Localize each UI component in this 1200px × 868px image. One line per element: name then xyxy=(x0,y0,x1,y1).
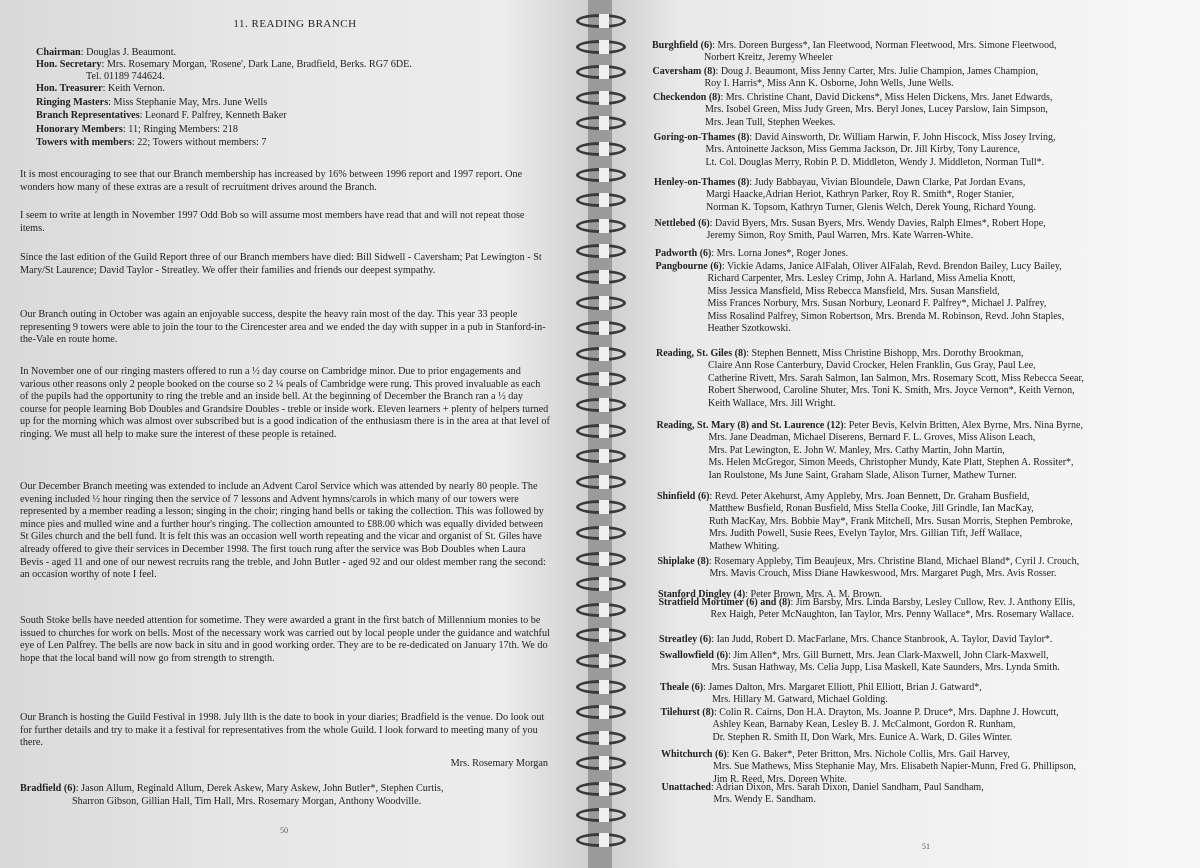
tower-name: Padworth (6) xyxy=(655,248,712,259)
binding-ring xyxy=(576,168,626,182)
officer-line xyxy=(36,83,165,95)
officer-value: : 22; Towers without members: 7 xyxy=(131,137,267,148)
tower-members-cont: Lt. Col. Douglas Merry, Robin P. D. Middleton, Wendy J. Middleton, Norman Tull*. xyxy=(705,156,1045,168)
tower-members: : Doug J. Beaumont, Miss Jenny Carter, Mrs. Julie Champion, James Champion, xyxy=(715,66,1039,77)
tower-name: Bradfield (6) xyxy=(20,783,76,794)
tower-entry xyxy=(653,66,1173,91)
binding-ring xyxy=(576,808,626,822)
tower-members-cont: Roy I. Harris*, Miss Ann K. Osborne, John Wells, June Wells. xyxy=(704,78,954,90)
tower-members: : Vickie Adams, Janice AlFalah, Oliver AlFalah, Revd. Brendon Bailey, Lucy Bailey, xyxy=(721,261,1062,272)
tower-entry xyxy=(660,682,1180,707)
officer-line xyxy=(36,47,176,59)
binding-ring xyxy=(576,603,626,617)
tower-entry xyxy=(656,348,1176,410)
tower-name: Goring-on-Thames (8) xyxy=(653,132,750,143)
tower-members: : Peter Bevis, Kelvin Britten, Alex Byrne, Mrs. Nina Byrne, xyxy=(843,420,1083,431)
binding-ring xyxy=(576,296,626,310)
tower-name: Reading, St. Mary (8) and St. Laurence (12) xyxy=(656,420,844,431)
tower-members-cont: Catherine Rivett, Mrs. Sarah Salmon, Ian Salmon, Mrs. Rosemary Scott, Miss Rebecca Seear, xyxy=(708,372,1084,384)
report-paragraph: Our December Branch meeting was extended to include an Advent Carol Service which was attended by nearly 80 people. The evening included ½ hour ringing then the service of 7 lessons and Advent hymns/carols in which many of our towers were represented by a member reading a lesson; singing in the choir; ringing hand bells or taking the collection. This was followed by mince pies and mulled wine and a further hour's ringing. The collection amounted to £88.00 which was equally divided between St Giles church and the bell fund. It is felt this was an occasion well worth repeating and the vicar and organist of St. Giles have already offered to give their services in December 1998. The first touch rung after the service was Bob Doubles when Laura Bevis - aged 11 and one of our newest recruits rang the treble, and John Butler - aged 92 and our oldest member rang the second: an occasion worthy of note I feel. xyxy=(20,481,546,581)
tower-members-cont: Dr. Stephen R. Smith II, Don Wark, Mrs. Eunice A. Wark, D. Giles Winter. xyxy=(712,731,1013,743)
signature: Mrs. Rosemary Morgan xyxy=(450,758,548,769)
tower-members-cont: Ruth MacKay, Mrs. Bobbie May*, Frank Mitchell, Mrs. Susan Morris, Stephen Pembroke, xyxy=(709,515,1073,527)
tower-members-cont: Mrs. Jean Tull, Stephen Weekes. xyxy=(705,116,836,128)
tower-entry xyxy=(654,177,1174,214)
report-paragraph: I seem to write at length in November 1997 Odd Bob so will assume most members have read that and will not repeat those items. xyxy=(20,210,525,234)
officer-value: : Keith Vernon. xyxy=(102,83,165,94)
tower-members-cont: Matthew Busfield, Ronan Busfield, Miss Stella Cooke, Jill Grindle, Ian MacKay, xyxy=(709,503,1034,515)
tower-members-cont: Mrs. Isobel Green, Miss Judy Green, Mrs. Beryl Jones, Lucey Parslow, Iain Simpson, xyxy=(705,104,1048,116)
officer-line xyxy=(86,71,165,83)
tower-members-cont: Heather Szotkowski. xyxy=(707,323,791,335)
tower-members-cont: Robert Sherwood, Caroline Shuter, Mrs. Toni K. Smith, Mrs. Joyce Vernon*, Keith Vernon, xyxy=(708,385,1075,397)
officer-label: Branch Representatives xyxy=(36,110,140,121)
tower-name: Unattached xyxy=(661,782,711,793)
tower-entry xyxy=(658,556,1178,581)
binding-ring xyxy=(576,731,626,745)
binding-ring xyxy=(576,219,626,233)
report-paragraph: Since the last edition of the Guild Report three of our Branch members have died: Bill Sidwell - Caversham; Pat Lewington - St Mary/St Laurence; David Taylor - Streatley. We offer their families and friends our deepest sympathy. xyxy=(20,252,542,276)
tower-entry xyxy=(659,597,1179,622)
tower-name: Theale (6) xyxy=(660,682,704,693)
report-paragraph: In November one of our ringing masters offered to run a ½ day course on Cambridge minor. Due to prior engagements and various other reasons only 2 people booked on the course so 2 ¼ peals of Cambridge were rung. This proved invaluable as each of the pupils had the opportunity to ring the treble and an inside bell. At the beginning of December the Branch ran a ½ day course for people learning Bob Doubles and Grandsire Doubles - treble or inside work. Eleven learners + plenty of helpers turned up for the morning which was almost over subscribed but is a good indication of the enthusiasm there is in the area at that level of ringing. We must all help to make sure the interest of these people is retained. xyxy=(20,366,550,440)
officer-value: : Douglas J. Beaumont. xyxy=(80,47,177,58)
tower-entry xyxy=(657,491,1177,553)
tower-members-cont: Mrs. Hillary M. Gatward, Michael Golding. xyxy=(712,694,888,706)
binding-ring xyxy=(576,654,626,668)
tower-name: Caversham (8) xyxy=(652,66,716,77)
tower-members: : David Byers, Mrs. Susan Byers, Mrs. Wendy Davies, Ralph Elmes*, Robert Hope, xyxy=(709,218,1046,229)
binding-ring xyxy=(576,552,626,566)
tower-entry xyxy=(661,749,1181,786)
page-number-right: 51 xyxy=(922,842,930,851)
report-paragraph: It is most encouraging to see that our Branch membership has increased by 16% between 1996 report and 1997 report. One wonders how many of these extras are a result of recruitment drives around the Branch. xyxy=(20,169,523,193)
tower-entry-bradfield xyxy=(20,783,550,808)
tower-name: Streatley (6) xyxy=(659,634,712,645)
tower-name: Shiplake (8) xyxy=(657,556,709,567)
tower-members-cont: Ian Roulstone, Ms June Saint, Graham Slade, Alison Turner, Mathew Turner. xyxy=(708,469,1017,481)
tower-name: Whitchurch (6) xyxy=(661,749,727,760)
tower-entry xyxy=(657,420,1177,482)
tower-name: Reading, St. Giles (8) xyxy=(656,348,747,359)
tower-entry xyxy=(659,634,1179,646)
binding-ring xyxy=(576,91,626,105)
tower-members-cont: Sharron Gibson, Gillian Hall, Tim Hall, Mrs. Rosemary Morgan, Anthony Woodville. xyxy=(72,795,422,807)
tower-members: : David Ainsworth, Dr. William Harwin, F. John Hiscock, Miss Josey Irving, xyxy=(749,132,1056,143)
tower-entry xyxy=(661,707,1181,744)
tower-members-cont: Mrs. Mavis Crouch, Miss Diane Hawkeswood, Mrs. Margaret Pugh, Mrs. Avis Rosser. xyxy=(709,568,1057,580)
tower-members-cont: Mrs. Pat Lewington, E. John W. Manley, Mrs. Cathy Martin, John Martin, xyxy=(708,444,1005,456)
tower-members: : Stephen Bennett, Miss Christine Bishopp, Mrs. Dorothy Brookman, xyxy=(746,348,1024,359)
tower-entry xyxy=(654,132,1174,169)
officer-label: Hon. Treasurer xyxy=(36,83,103,94)
tower-members-cont: Richard Carpenter, Mrs. Lesley Crimp, John A. Harland, Miss Amelia Knott, xyxy=(707,273,1016,285)
officer-label: Chairman xyxy=(36,47,81,58)
tower-members: : Ken G. Baker*, Peter Britton, Mrs. Nichole Collis, Mrs. Gail Harvey, xyxy=(726,749,1010,760)
tower-members-cont: Mrs. Antoinette Jackson, Miss Gemma Jackson, Dr. Jill Kirby, Tony Laurence, xyxy=(705,144,1021,156)
officer-label: Towers with members xyxy=(36,137,132,148)
officer-line xyxy=(36,97,267,109)
binding-ring xyxy=(576,398,626,412)
tower-members-cont: Miss Rosalind Palfrey, Simon Robertson, Mrs. Brenda M. Robinson, Revd. John Staples, xyxy=(707,310,1065,322)
tower-members: : Mrs. Lorna Jones*, Roger Jones. xyxy=(711,248,849,259)
officer-line xyxy=(36,124,238,136)
binding-ring xyxy=(576,475,626,489)
tower-entry xyxy=(655,218,1175,243)
officer-label: Honorary Members xyxy=(36,124,123,135)
report-paragraph: Our Branch outing in October was again an enjoyable success, despite the heavy rain most of the day. This year 33 people representing 9 towers were able to join the tour to the Cirencester area and we ended the day with supper in a pub in Stanford-in-the-Vale en route home. xyxy=(20,309,546,346)
tower-members-cont: Jeremy Simon, Roy Smith, Paul Warren, Mrs. Kate Warren-White. xyxy=(706,230,974,242)
tower-members: : Adrian Dixon, Mrs. Sarah Dixon, Daniel Sandham, Paul Sandham, xyxy=(710,782,984,793)
tower-name: Swallowfield (6) xyxy=(659,650,729,661)
tower-name: Shinfield (6) xyxy=(657,491,710,502)
tower-members: : Rosemary Appleby, Tim Beaujeux, Mrs. Christine Bland, Michael Bland*, Cyril J. Crouch, xyxy=(708,556,1080,567)
binding-ring xyxy=(576,347,626,361)
binding-ring xyxy=(576,526,626,540)
tower-members-cont: Jim R. Reed, Mrs. Doreen White. xyxy=(713,773,847,785)
tower-entry xyxy=(653,92,1173,129)
tower-entry xyxy=(652,40,1172,65)
tower-members: : Jim Allen*, Mrs. Gill Burnett, Mrs. Jean Clark-Maxwell, John Clark-Maxwell, xyxy=(728,650,1049,661)
tower-entry xyxy=(656,261,1176,335)
tower-members: : Revd. Peter Akehurst, Amy Appleby, Mrs. Joan Bennett, Dr. Graham Busfield, xyxy=(709,491,1030,502)
tower-entry xyxy=(662,782,1182,807)
binding-ring xyxy=(576,424,626,438)
tower-members-cont: Mrs. Judith Powell, Susie Rees, Evelyn Taylor, Mrs. Gillian Tift, Jeff Wallace, xyxy=(709,528,1023,540)
binding-ring xyxy=(576,40,626,54)
tower-members-cont: Mrs. Sue Mathews, Miss Stephanie May, Mrs. Elisabeth Napier-Munn, Fred G. Phillipson, xyxy=(713,761,1077,773)
binding-ring xyxy=(576,142,626,156)
binding-ring xyxy=(576,680,626,694)
report-paragraph: South Stoke bells have needed attention for sometime. They were awarded a grant in the first batch of Millennium monies to be issued to churches for work on bells. Most of the necessary work was carried out by local people under the guidance and watchful eye of Len Palfrey. The bells are now back in situ and in good working order. They are to be re-dedicated on January 17th. We do hope that the local band will now go from strength to strength. xyxy=(20,615,550,664)
tower-members-cont: Margi Haacke,Adrian Heriot, Kathryn Parker, Roy R. Smith*, Roger Stanier, xyxy=(706,189,1015,201)
tower-members-cont: Mrs. Jane Deadman, Michael Diserens, Bernard F. L. Groves, Miss Alison Leach, xyxy=(708,432,1036,444)
branch-heading: 11. READING BRANCH xyxy=(233,18,357,30)
tower-name: Stratfield Mortimer (6) and (8) xyxy=(658,597,791,608)
tower-members: : Jason Allum, Reginald Allum, Derek Askew, Mary Askew, John Butler*, Stephen Curtis, xyxy=(75,783,444,794)
tower-members-cont: Mathew Whiting. xyxy=(709,540,780,552)
binding-ring xyxy=(576,270,626,284)
officer-value: : 11; Ringing Members: 218 xyxy=(122,124,238,135)
tower-members-cont: Norman K. Topsom, Kathryn Turner, Glenis Welch, Derek Young, Richard Young. xyxy=(706,201,1036,213)
officer-value: : Mrs. Rosemary Morgan, 'Rosene', Dark Lane, Bradfield, Berks. RG7 6DE. xyxy=(101,59,412,70)
officer-label: Ringing Masters xyxy=(36,97,109,108)
tower-members-cont: Ms. Helen McGregor, Simon Meeds, Christopher Mundy, Kate Platt, Stephen A. Rossiter*, xyxy=(708,457,1074,469)
tower-members: : Peter Brown, Mrs. A. M. Brown. xyxy=(745,589,883,600)
tower-members: : James Dalton, Mrs. Margaret Elliott, Phil Elliott, Brian J. Gatward*, xyxy=(703,682,982,693)
tower-entry xyxy=(660,650,1180,675)
officer-line xyxy=(36,59,412,71)
tower-members: : Colin R. Cairns, Don H.A. Drayton, Ms. Joanne P. Druce*, Mrs. Daphne J. Howcutt, xyxy=(713,707,1059,718)
tower-members-cont: Rex Haigh, Peter McNaughton, Ian Taylor, Mrs. Penny Wallace*, Mrs. Rosemary Wallace. xyxy=(710,609,1074,621)
tower-name: Burghfield (6) xyxy=(652,40,713,51)
tower-members-cont: Norbert Kreitz, Jeremy Wheeler xyxy=(704,52,833,64)
tower-members-cont: Ashley Kean, Barnaby Kean, Lesley B. J. McCalmont, Gordon R. Runham, xyxy=(712,719,1016,731)
officer-value: : Leonard F. Palfrey, Kenneth Baker xyxy=(139,110,287,121)
binding-ring xyxy=(576,782,626,796)
tower-members: : Mrs. Christine Chant, David Dickens*, Miss Helen Dickens, Mrs. Janet Edwards, xyxy=(720,92,1053,103)
tower-members-cont: Keith Wallace, Mrs. Jill Wright. xyxy=(708,397,836,409)
tower-members-cont: Miss Jessica Mansfield, Miss Rebecca Mansfield, Mrs. Susan Mansfield, xyxy=(707,285,1000,297)
page-number-left: 50 xyxy=(280,826,288,835)
officer-label: Hon. Secretary xyxy=(36,59,102,70)
tower-members: : Jim Barsby, Mrs. Linda Barsby, Lesley Cullow, Rev. J. Anthony Ellis, xyxy=(790,597,1076,608)
tower-name: Nettlebed (6) xyxy=(654,218,710,229)
tower-members-cont: Miss Frances Norbury, Mrs. Susan Norbury, Leonard F. Palfrey*, Michael J. Palfrey, xyxy=(707,298,1047,310)
tower-members-cont: Mrs. Wendy E. Sandham. xyxy=(713,794,816,806)
tower-name: Pangbourne (6) xyxy=(655,261,722,272)
tower-members: : Ian Judd, Robert D. MacFarlane, Mrs. Chance Stanbrook, A. Taylor, David Taylor*. xyxy=(711,634,1053,645)
tower-name: Tilehurst (8) xyxy=(660,707,714,718)
tower-name: Henley-on-Thames (8) xyxy=(654,177,750,188)
officer-value: : Miss Stephanie May, Mrs. June Wells xyxy=(108,97,268,108)
tower-members-cont: Mrs. Susan Hathway, Ms. Celia Jupp, Lisa Maskell, Kate Saunders, Mrs. Lynda Smith. xyxy=(711,662,1060,674)
officer-value: Tel. 01189 744624. xyxy=(86,71,165,82)
officer-line xyxy=(36,137,266,149)
tower-entry xyxy=(655,248,1175,260)
tower-name: Stanford Dingley (4) xyxy=(658,589,746,600)
officer-line xyxy=(36,110,287,122)
tower-members-cont: Claire Ann Rose Canterbury, David Crocker, Helen Franklin, Gus Gray, Paul Lee, xyxy=(708,360,1036,372)
tower-members: : Mrs. Doreen Burgess*, Ian Fleetwood, Norman Fleetwood, Mrs. Simone Fleetwood, xyxy=(712,40,1057,51)
tower-name: Checkendon (8) xyxy=(653,92,721,103)
report-paragraph: Our Branch is hosting the Guild Festival in 1998. July llth is the date to book in your diaries; Bradfield is the venue. Do look out for further details and try to make it a festival for representatives from the whole Guild. I look forward to meeting many of you there. xyxy=(20,712,545,749)
tower-members: : Judy Babbayau, Vivian Bloundele, Dawn Clarke, Pat Jordan Evans, xyxy=(749,177,1026,188)
